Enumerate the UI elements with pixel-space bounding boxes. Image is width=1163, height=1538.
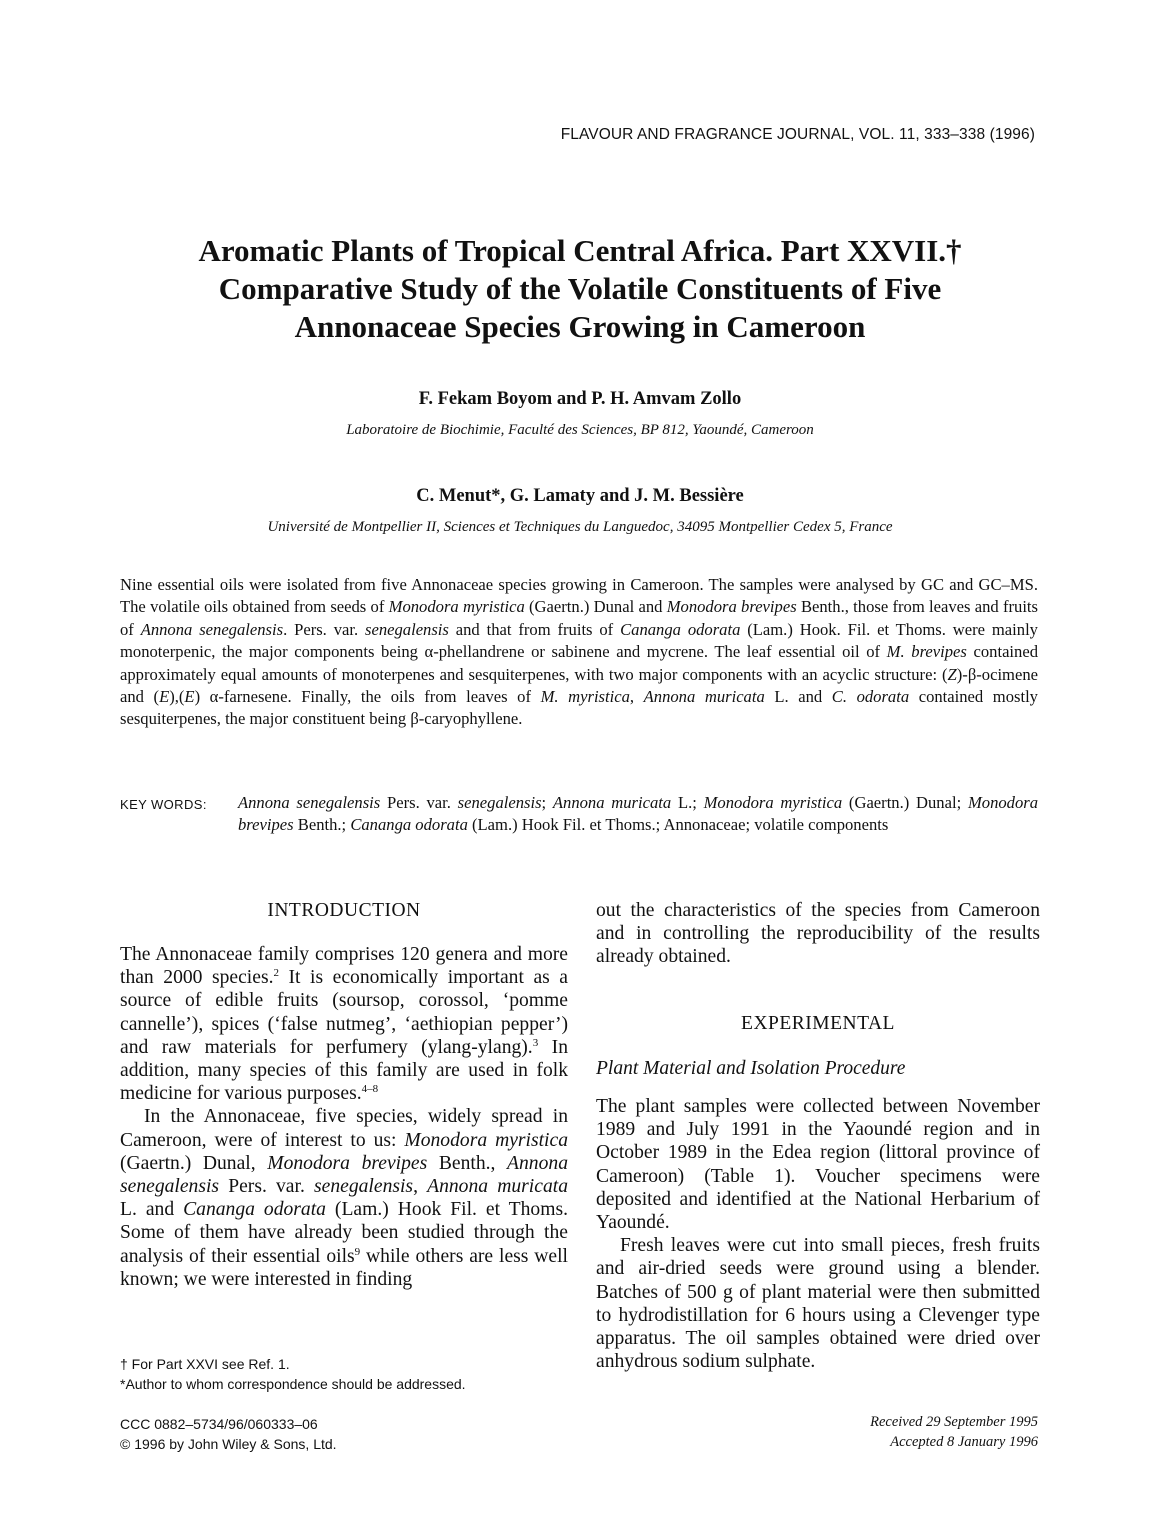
footnote-part: † For Part XXVI see Ref. 1. [120, 1356, 290, 1372]
ccc-code: CCC 0882–5734/96/060333–06 [120, 1416, 318, 1432]
experimental-heading: EXPERIMENTAL [741, 1013, 895, 1034]
intro-paragraph-2: In the Annonaceae, five species, widely spread in Cameroon, were of interest to us: Monodora myristica (Gaertn.) Dunal, Monodora brevipes Benth., Annona senegalensis Pers. var. senegalensis, Annona muricata L. and Cananga odorata (Lam.) Hook Fil. et Thoms. Some of them have already been studied through the analysis of their essential oils$^9$ while others are less well known; we were interested in finding [120, 1106, 569, 1290]
author-group-2: C. Menut*, G. Lamaty and J. M. Bessière [416, 486, 744, 506]
title-line-3: Annonaceae Species Growing in Cameroon [294, 309, 866, 344]
journal-header: FLAVOUR AND FRAGRANCE JOURNAL, VOL. 11, 333–338 (1996) [560, 126, 1035, 143]
plant-material-subheading: Plant Material and Isolation Procedure [596, 1058, 906, 1079]
author-group-1: F. Fekam Boyom and P. H. Amvam Zollo [418, 389, 742, 409]
introduction-continued: out the characteristics of the species from Cameroon and in controlling the reproducibility of the results already obtained. [596, 900, 1040, 968]
experimental-body [596, 1095, 1040, 1373]
introduction-heading: INTRODUCTION [267, 900, 421, 921]
experimental-paragraph-2: Fresh leaves were cut into small pieces, fresh fruits and air-dried seeds were ground using a blender. Batches of 500 g of plant material were then submitted to hydrodistillation for 6 hours using a Clevenger type apparatus. The oil samples obtained were dried over anhydrous sodium sulphate. [596, 1235, 1040, 1373]
introduction-body [120, 943, 568, 1291]
keywords-label: KEY WORDS: [120, 797, 207, 812]
affiliation-2: Université de Montpellier II, Sciences et Techniques du Languedoc, 34095 Montpellier Cedex 5, France [267, 519, 893, 535]
copyright-line: © 1996 by John Wiley & Sons, Ltd. [120, 1436, 337, 1452]
keywords-list: Annona senegalensis Pers. var. senegalensis; Annona muricata L.; Monodora myristica (Gaertn.) Dunal; Monodora brevipes Benth.; Cananga odorata (Lam.) Hook Fil. et Thoms.; Annonaceae; volatile components [238, 793, 1039, 835]
title-line-1: Aromatic Plants of Tropical Central Africa. Part XXVII.† [198, 233, 962, 268]
experimental-paragraph-1: The plant samples were collected between November 1989 and July 1991 in the Yaoundé region and in October 1989 in the Edea region (littoral province of Cameroon) (Table 1). Voucher specimens were deposited and identified at the National Herbarium of Yaoundé. [596, 1096, 1040, 1234]
intro-paragraph-1: The Annonaceae family comprises 120 genera and more than 2000 species.$^2$ It is economically important as a source of edible fruits (soursop, corossol, ‘pomme cannelle’), spices (‘false nutmeg’, ‘aethiopian pepper’) and raw materials for perfumery (ylang-ylang).$^3$ In addition, many species of this family are used in folk medicine for various purposes.$^{4-8}$ [120, 944, 568, 1105]
footnote-correspondence: *Author to whom correspondence should be addressed. [120, 1376, 466, 1392]
title-line-2: Comparative Study of the Volatile Constituents of Five [218, 271, 942, 306]
received-dates [780, 1412, 1038, 1452]
accepted-date: Accepted 8 January 1996 [890, 1434, 1038, 1450]
paper-title [110, 232, 1050, 346]
abstract: Nine essential oils were isolated from five Annonaceae species growing in Cameroon. The samples were analysed by GC and GC–MS. The volatile oils obtained from seeds of Monodora myristica (Gaertn.) Dunal and Monodora brevipes Benth., those from leaves and fruits of Annona senegalensis. Pers. var. senegalensis and that from fruits of Cananga odorata (Lam.) Hook. Fil. et Thoms. were mainly monoterpenic, the major components being α-phellandrene or sabinene and mycrene. The leaf essential oil of M. brevipes contained approximately equal amounts of monoterpenes and sesquiterpenes, with two major components with an acyclic structure: (Z)-β-ocimene and (E),(E) α-farnesene. Finally, the oils from leaves of M. myristica, Annona muricata L. and C. odorata contained mostly sesquiterpenes, the major constituent being β-caryophyllene. [120, 575, 1039, 729]
affiliation-1: Laboratoire de Biochimie, Faculté des Sciences, BP 812, Yaoundé, Cameroon [346, 422, 814, 438]
received-date: Received 29 September 1995 [870, 1414, 1038, 1430]
